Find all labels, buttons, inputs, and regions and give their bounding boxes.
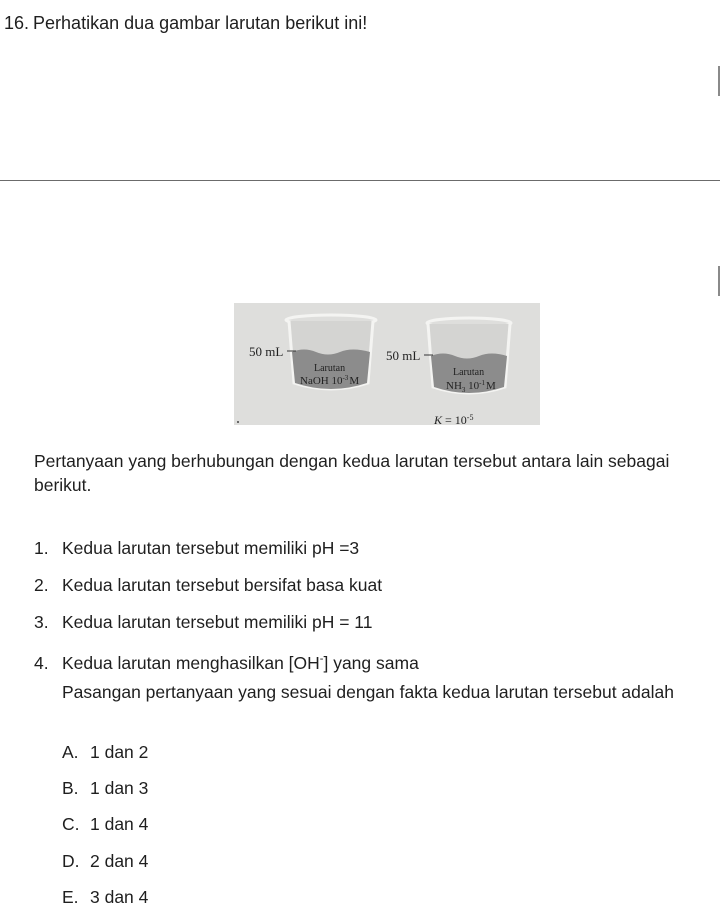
kb-exp: -5 xyxy=(466,413,474,422)
option-c[interactable] xyxy=(62,812,148,848)
option-letter: E. xyxy=(62,886,79,907)
statement-item xyxy=(34,536,419,573)
statement-list xyxy=(34,536,419,684)
statement-item xyxy=(34,647,419,684)
question-header xyxy=(4,11,367,35)
speck xyxy=(237,421,239,423)
option-d[interactable] xyxy=(62,849,148,885)
statement-text: Kedua larutan tersebut bersifat basa kuat xyxy=(62,575,383,595)
statement-item xyxy=(34,573,419,610)
solution-formula-left: NaOH 10 xyxy=(300,375,343,387)
solution-name-left: Larutan xyxy=(314,363,346,374)
option-text: 1 dan 4 xyxy=(90,814,149,835)
solution-conc-right: 10 xyxy=(465,380,480,392)
solution-label-right xyxy=(446,379,496,394)
option-text: 3 dan 4 xyxy=(90,886,149,907)
intro-text: Pertanyaan yang berhubungan dengan kedua larutan tersebut antara lain sebagai berikut. xyxy=(34,451,670,495)
answer-options xyxy=(62,740,148,921)
solution-exp-left: -3 xyxy=(342,374,349,382)
question-prompt: Pasangan pertanyaan yang sesuai dengan fakta kedua larutan tersebut adalah xyxy=(62,682,674,702)
question-title: Perhatikan dua gambar larutan berikut ini! xyxy=(33,13,368,33)
option-letter: D. xyxy=(62,850,80,871)
solution-exp-right: -1 xyxy=(479,379,485,387)
kb-symbol: K xyxy=(434,413,443,425)
statement-number: 2. xyxy=(34,575,49,595)
option-letter: C. xyxy=(62,814,80,835)
beakers-illustration xyxy=(234,303,540,425)
solution-sub-right: 3 xyxy=(461,386,466,394)
kb-label xyxy=(433,413,473,425)
question-number: 16. xyxy=(4,13,30,33)
option-letter: A. xyxy=(62,742,79,762)
solution-formula-right: NH xyxy=(446,380,462,392)
statement-text-after: ] yang sama xyxy=(323,652,419,673)
option-text: 1 dan 3 xyxy=(90,778,149,799)
kb-eq: = 10 xyxy=(442,413,467,425)
divider xyxy=(0,180,720,181)
option-text: 2 dan 4 xyxy=(90,850,149,871)
statement-text: Kedua larutan tersebut memiliki pH =3 xyxy=(62,538,360,558)
solution-name-right: Larutan xyxy=(453,367,485,378)
statement-number: 3. xyxy=(34,612,49,632)
solution-unit-right: M xyxy=(485,380,496,392)
option-b[interactable] xyxy=(62,776,148,812)
option-letter: B. xyxy=(62,778,79,799)
solution-label-left xyxy=(300,374,359,387)
statement-item xyxy=(34,610,419,647)
solution-unit-left: M xyxy=(349,375,360,387)
volume-label-left: 50 mL xyxy=(249,344,284,359)
statement-number: 1. xyxy=(34,538,49,558)
statement-number: 4. xyxy=(34,652,49,673)
superscript-minus: - xyxy=(319,653,324,665)
option-e[interactable] xyxy=(62,885,148,921)
statement-text: Kedua larutan menghasilkan [OH xyxy=(62,652,320,673)
beakers-figure xyxy=(234,303,540,425)
statement-text: Kedua larutan tersebut memiliki pH = 11 xyxy=(62,612,373,632)
volume-label-right: 50 mL xyxy=(386,348,421,363)
option-text: 1 dan 2 xyxy=(90,742,149,762)
option-a[interactable] xyxy=(62,740,148,776)
